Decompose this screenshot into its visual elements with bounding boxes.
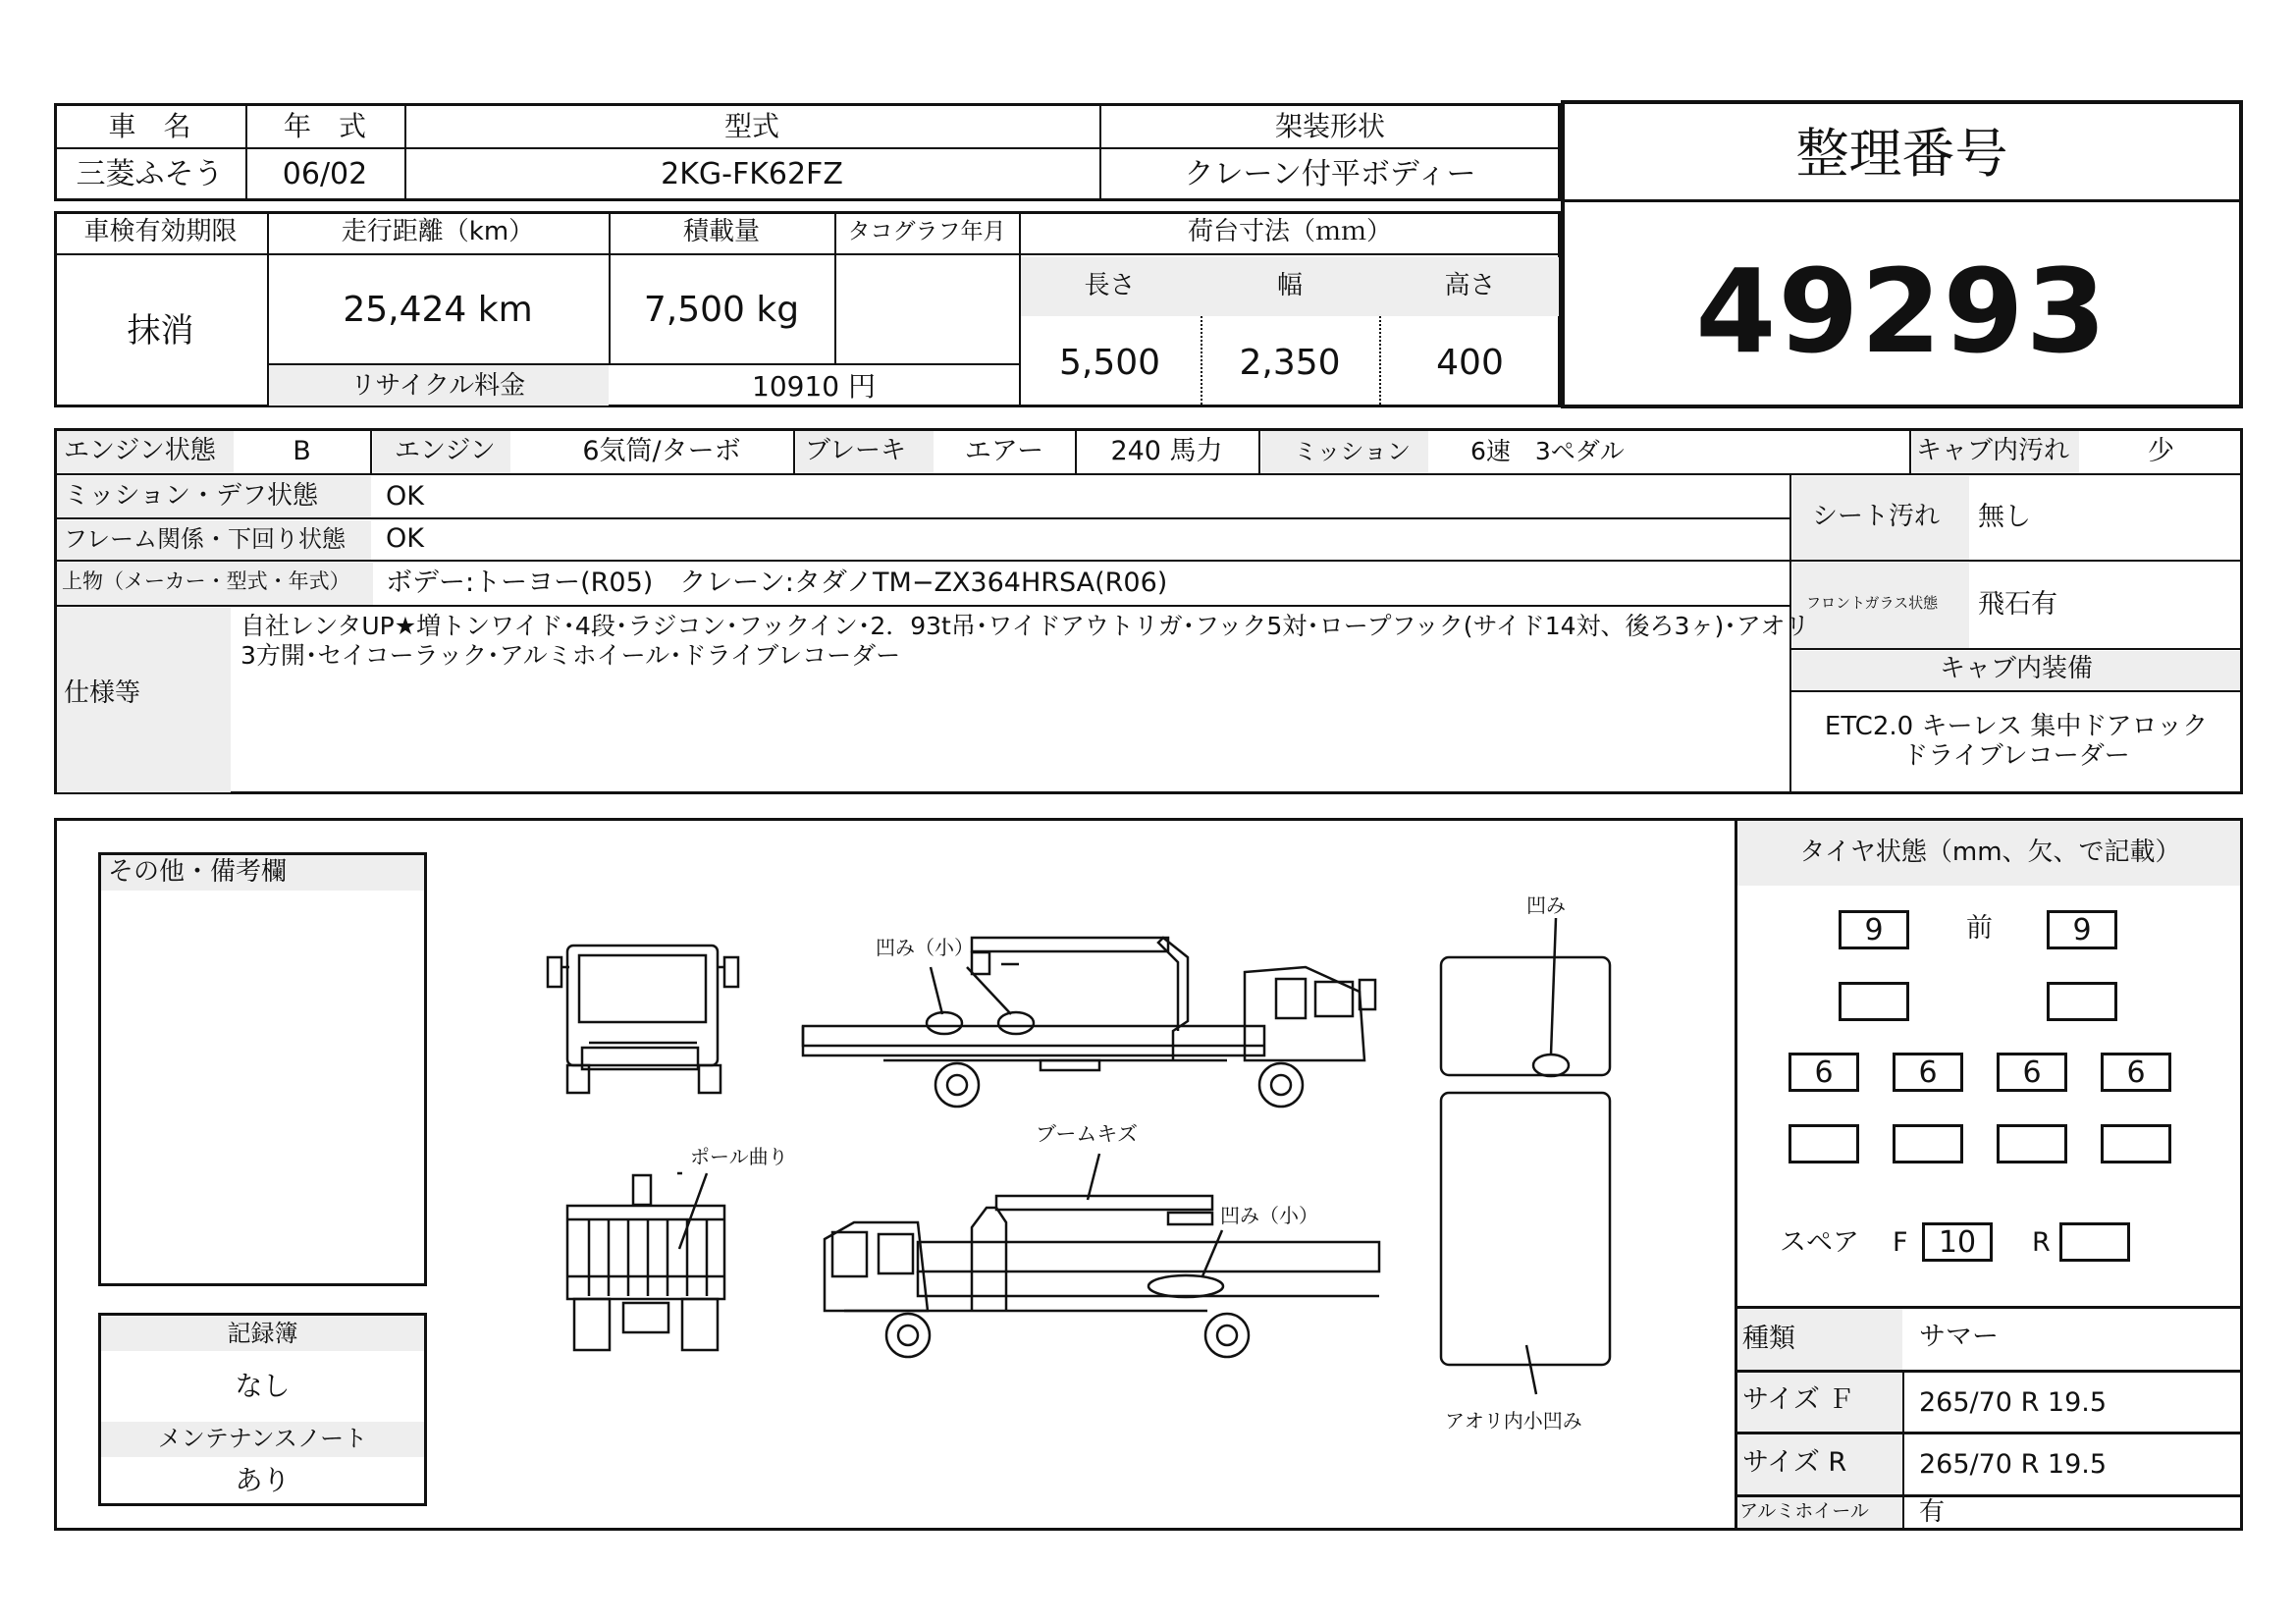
maint-label: メンテナンスノート xyxy=(157,1425,368,1452)
load-value: 7,500 kg xyxy=(643,290,800,330)
remarks-label: その他・備考欄 xyxy=(108,857,288,887)
tire-type: サマー xyxy=(1919,1322,1999,1352)
mission-diff-label: ミッション・デフ状態 xyxy=(64,481,318,511)
length-label: 長さ xyxy=(1084,271,1136,300)
record-value: なし xyxy=(235,1370,291,1402)
seat-dirt: 無し xyxy=(1978,502,2031,532)
engine-label: エンジン xyxy=(395,436,496,465)
bed-size-label: 荷台寸法（ｍｍ） xyxy=(1187,217,1392,246)
windshield-label: フロントガラス状態 xyxy=(1806,594,1939,612)
recycle-value: 10910 円 xyxy=(752,370,876,403)
spare-label: スペア xyxy=(1780,1227,1859,1258)
truck-side-view-upper xyxy=(803,938,1375,1107)
spec-line2: 3方開･セイコーラック･アルミホイール･ドライブレコーダー xyxy=(240,641,901,670)
mileage-label: 走行距離（km） xyxy=(341,217,535,246)
aori-dent-label: アオリ内小凹み xyxy=(1445,1409,1582,1433)
ref-number-label: 整理番号 xyxy=(1795,123,2008,185)
windshield: 飛石有 xyxy=(1978,589,2057,620)
dent-small-label-1: 凹み（小） xyxy=(876,936,974,959)
load-label: 積載量 xyxy=(682,217,760,246)
recycle-label: リサイクル料金 xyxy=(349,371,526,401)
brake: エアー xyxy=(964,436,1044,466)
mileage-value: 25,424 km xyxy=(343,290,533,330)
inspection-label: 車検有効期限 xyxy=(83,217,238,246)
year-label: 年 式 xyxy=(283,110,366,142)
tire-rear-4: 6 xyxy=(2101,1053,2171,1092)
cab-equip-line1: ETC2.0 キーレス 集中ドアロック xyxy=(1824,712,2209,741)
truck-front-view xyxy=(548,946,738,1093)
tire-rear-1: 6 xyxy=(1789,1053,1859,1092)
cab-equip-label: キャブ内装備 xyxy=(1939,654,2093,683)
truck-top-view xyxy=(1441,918,1610,1394)
tire-title: タイヤ状態（mm、欠、で記載） xyxy=(1799,838,2181,867)
body-type: クレーン付平ボディー xyxy=(1184,157,1476,191)
size-f: 265/70 R 19.5 xyxy=(1919,1387,2108,1418)
horsepower: 240 馬力 xyxy=(1110,436,1223,466)
frame: OK xyxy=(386,523,424,554)
tire-front-left-2 xyxy=(1839,982,1909,1021)
tire-front-left: 9 xyxy=(1839,910,1909,949)
tire-rear-7 xyxy=(1997,1124,2067,1163)
alumi: 有 xyxy=(1919,1497,1946,1527)
cab-dirt: 少 xyxy=(2148,436,2174,466)
alumi-label: アルミホイール xyxy=(1739,1500,1869,1522)
tire-front-right-2 xyxy=(2047,982,2117,1021)
body: ボデー:トーヨー(R05) クレーン:タダノTM−ZX364HRSA(R06) xyxy=(386,568,1168,598)
year: 06/02 xyxy=(282,157,368,191)
spec-label: 仕様等 xyxy=(64,678,141,708)
maint-value: あり xyxy=(235,1464,291,1496)
pole-bent-label: ポール曲り xyxy=(690,1145,788,1168)
size-r-label: サイズ R xyxy=(1742,1447,1847,1478)
dent-label-1: 凹み xyxy=(1526,893,1566,917)
engine: 6気筒/ターボ xyxy=(582,436,741,466)
engine-state: B xyxy=(293,436,311,466)
mission-diff: OK xyxy=(386,481,424,512)
tire-rear-8 xyxy=(2101,1124,2171,1163)
tire-rear-6 xyxy=(1893,1124,1963,1163)
tire-rear-3: 6 xyxy=(1997,1053,2067,1092)
body-label: 上物（メーカー・型式・年式） xyxy=(62,569,350,593)
tire-rear-2: 6 xyxy=(1893,1053,1963,1092)
ref-number: 49293 xyxy=(1695,243,2109,379)
engine-state-label: エンジン状態 xyxy=(64,436,216,465)
size-f-label: サイズ Ｆ xyxy=(1742,1384,1855,1415)
model-label: 型式 xyxy=(723,110,779,142)
mission-label: ミッション xyxy=(1294,438,1412,465)
size-r: 265/70 R 19.5 xyxy=(1919,1449,2108,1480)
width-label: 幅 xyxy=(1276,271,1303,300)
tire-front-right: 9 xyxy=(2047,910,2117,949)
height-value: 400 xyxy=(1436,343,1504,383)
boom-scratch-label: ブームキズ xyxy=(1036,1122,1138,1146)
length-value: 5,500 xyxy=(1058,343,1161,383)
height-label: 高さ xyxy=(1444,271,1496,300)
frame-label: フレーム関係・下回り状態 xyxy=(64,525,347,553)
spare-f: 10 xyxy=(1922,1222,1993,1262)
spare-r xyxy=(2059,1222,2130,1262)
cab-dirt-label: キャブ内汚れ xyxy=(1916,436,2070,465)
spec-line1: 自社レンタUP★増トンワイド･4段･ラジコン･フックイン･2．93t吊･ワイドアウトリガ･フック5対･ロープフック(サイド14対、後ろ3ヶ)･アオリ xyxy=(240,612,1810,640)
dent-small-label-2: 凹み（小） xyxy=(1220,1204,1318,1227)
car-name: 三菱ふそう xyxy=(76,157,224,191)
tacho-label: タコグラフ年月 xyxy=(847,219,1006,244)
spare-f-label: F xyxy=(1893,1227,1908,1258)
mission: 6速 3ペダル xyxy=(1470,437,1625,465)
cab-equip-line2: ドライブレコーダー xyxy=(1902,741,2130,771)
seat-dirt-label: シート汚れ xyxy=(1812,502,1941,531)
tire-front-label: 前 xyxy=(1966,913,1993,944)
width-value: 2,350 xyxy=(1239,343,1341,383)
truck-rear-view xyxy=(567,1173,724,1350)
tire-rear-5 xyxy=(1789,1124,1859,1163)
body-type-label: 架装形状 xyxy=(1274,110,1385,142)
car-name-label: 車 名 xyxy=(108,110,191,142)
record-label: 記録簿 xyxy=(227,1320,298,1347)
truck-side-view-lower xyxy=(825,1154,1379,1357)
brake-label: ブレーキ xyxy=(805,436,906,465)
spare-r-label: R xyxy=(2032,1227,2051,1258)
model: 2KG-FK62FZ xyxy=(661,157,843,191)
tire-type-label: 種類 xyxy=(1742,1324,1795,1354)
inspection-value: 抹消 xyxy=(127,311,194,351)
